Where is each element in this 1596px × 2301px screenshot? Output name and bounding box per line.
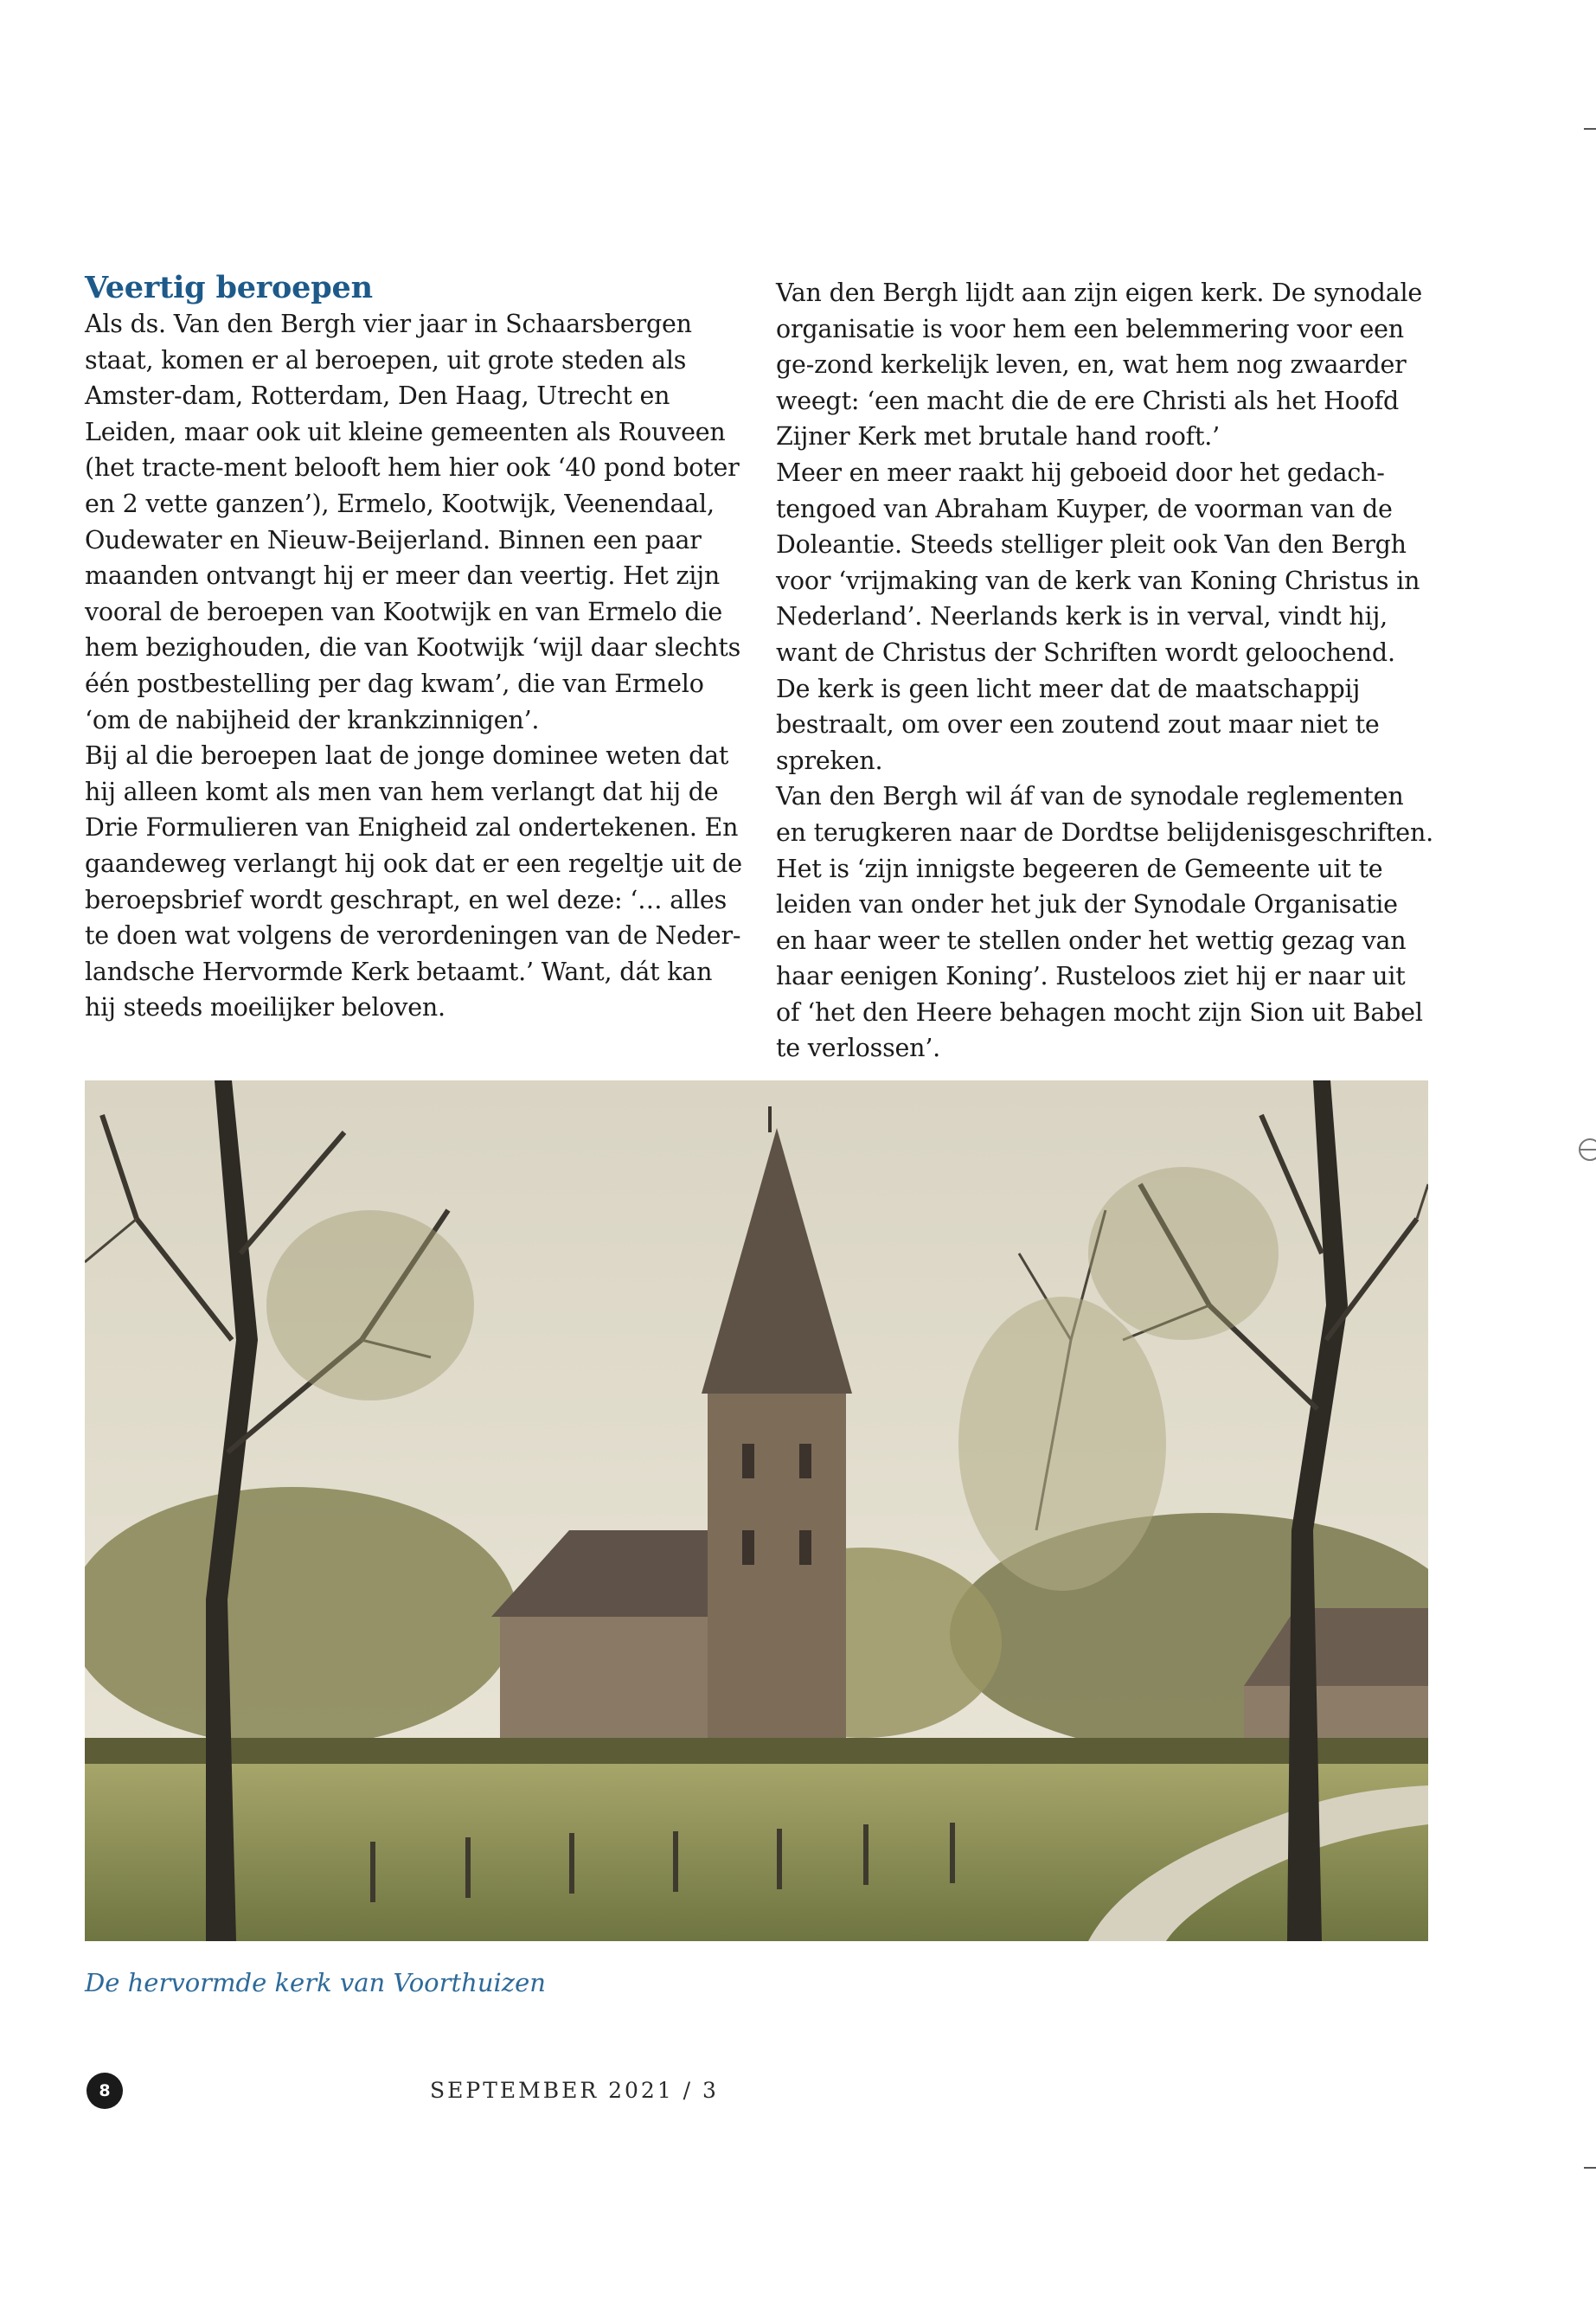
page-number-badge: 8	[87, 2073, 123, 2109]
church-photo	[85, 1080, 1428, 1941]
section-heading: Veertig beroepen	[85, 270, 373, 305]
registration-mark	[1579, 1138, 1596, 1161]
paragraph: Bij al die beroepen laat de jonge dominee weten dat hij alleen komt als men van hem verlangt dat hij de Drie Formulieren van Enigheid zal ondertekenen. En gaandeweg verlangt hij ook dat er een regeltje uit de beroepsbrief wordt geschrapt, en wel deze: ‘… alles te doen wat volgens de verordeningen van de Neder-landsche Hervormde Kerk betaamt.’ Want, dát kan hij steeds moeilijker beloven.	[85, 741, 742, 1022]
paragraph: Als ds. Van den Bergh vier jaar in Schaarsbergen staat, komen er al beroepen, uit grote steden als Amster-dam, Rotterdam, Den Haag, Utrecht en Leiden, maar ook uit kleine gemeenten als Rouveen (het tracte-ment belooft hem hier ook ‘40 pond boter en 2 vette ganzen’), Ermelo, Kootwijk, Veenendaal, Oudewater en Nieuw-Beijerland. Binnen een paar maanden ontvangt hij er meer dan veertig. Het zijn vooral de beroepen van Kootwijk en van Ermelo die hem bezighouden, die van Kootwijk ‘wijl daar slechts één postbestelling per dag kwam’, die van Ermelo ‘om de nabijheid der krankzinnigen’.	[85, 310, 741, 734]
article-column-left	[85, 270, 742, 1026]
paragraph: Van den Bergh lijdt aan zijn eigen kerk. De synodale organisatie is voor hem een belemmering voor een ge-zond kerkelijk leven, en, wat hem nog zwaarder weegt: ‘een macht die de ere Christi als het Hoofd Zijner Kerk met brutale hand rooft.’	[776, 279, 1423, 452]
crop-mark-bottom	[1584, 2167, 1596, 2169]
paragraph: Meer en meer raakt hij geboeid door het gedach-tengoed van Abraham Kuyper, de voorman van de Doleantie. Steeds stelliger pleit ook Van den Bergh voor ‘vrijmaking van de kerk van Koning Christus in Nederland’. Neerlands kerk is in verval, vindt hij, want de Christus der Schriften wordt geloochend. De kerk is geen licht meer dat de maatschappij bestraalt, om over een zoutend zout maar niet te spreken.	[776, 458, 1420, 775]
paragraph: Van den Bergh wil áf van de synodale reglementen en terugkeren naar de Dordtse belijdenisgeschriften. Het is ‘zijn innigste begeeren de Gemeente uit te leiden van onder het juk der Synodale Organisatie en haar weer te stellen onder het wettig gezag van haar eenigen Koning’. Rusteloos ziet hij er naar uit of ‘het den Heere behagen mocht zijn Sion uit Babel te verlossen’.	[776, 782, 1433, 1063]
photo-caption: De hervormde kerk van Voorthuizen	[85, 1968, 546, 1997]
article-column-right	[776, 275, 1433, 1067]
crop-mark-top	[1584, 128, 1596, 130]
issue-label: SEPTEMBER 2021 / 3	[430, 2078, 719, 2103]
church-illustration	[85, 1080, 1428, 1941]
